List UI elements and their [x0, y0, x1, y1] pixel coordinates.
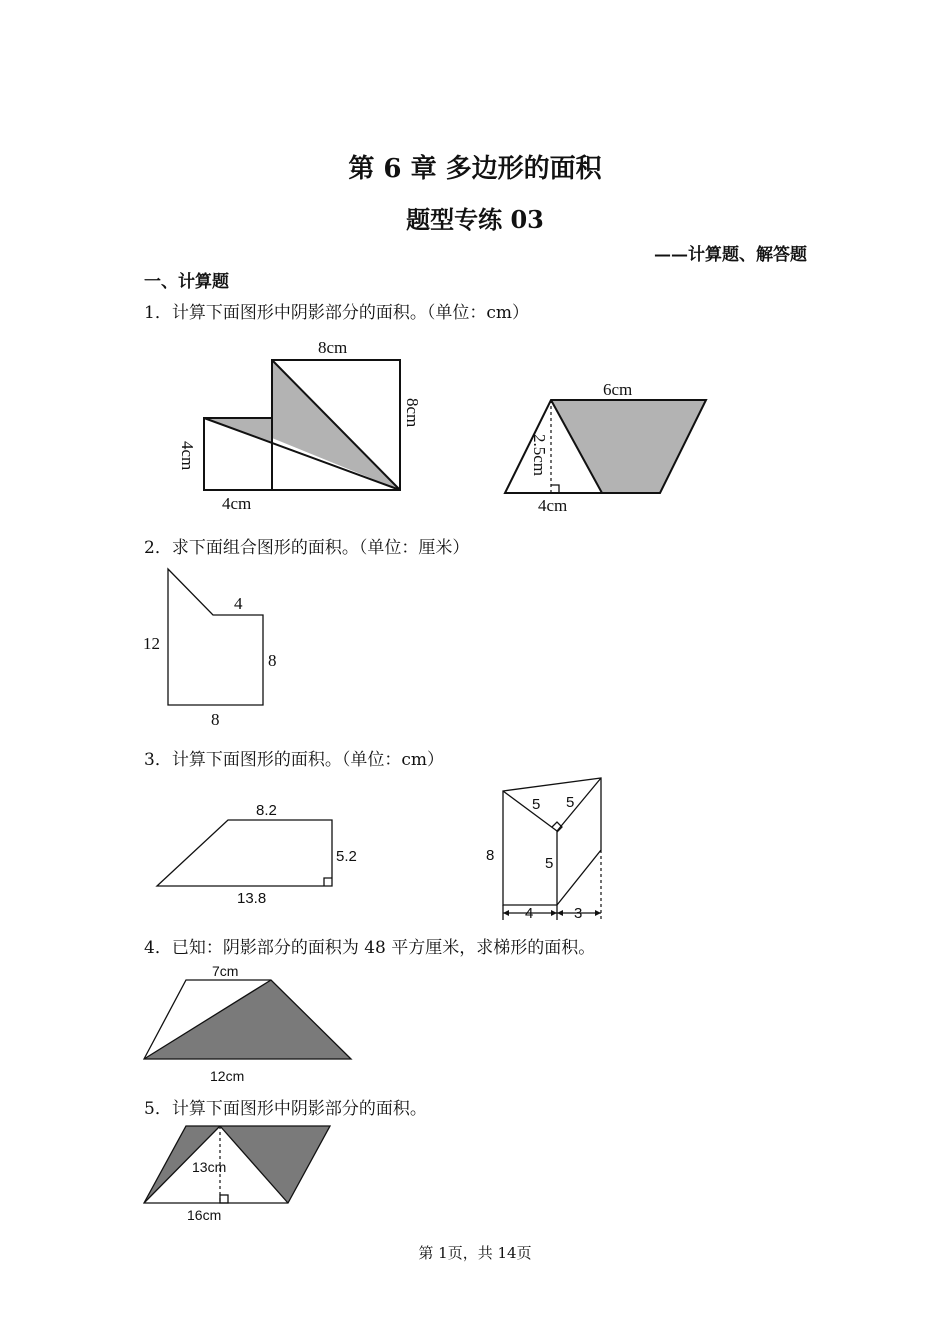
label-edge-2: 5: [566, 794, 575, 811]
question-5: 5．计算下面图形中阴影部分的面积。: [144, 1099, 427, 1119]
label-height: 2.5cm: [530, 434, 549, 477]
label-bottom: 4cm: [538, 496, 568, 515]
label-right: 8cm: [403, 398, 422, 428]
right-angle-mark: [220, 1195, 228, 1203]
label-top: 7cm: [212, 963, 239, 979]
question-2: 2．求下面组合图形的面积。（单位：厘米）: [144, 538, 470, 558]
label-bottom: 4cm: [222, 494, 252, 513]
label-left: 8: [486, 847, 495, 864]
label-bottom: 13.8: [237, 890, 267, 907]
question-4: 4．已知：阴影部分的面积为 48 平方厘米，求梯形的面积。: [144, 938, 596, 958]
label-top: 6cm: [603, 380, 633, 399]
question-1: 1．计算下面图形中阴影部分的面积。（单位：cm）: [144, 303, 529, 323]
label-top: 8.2: [256, 802, 277, 819]
label-bottom-2: 3: [574, 905, 583, 922]
page-title: 第 6 章 多边形的面积: [348, 154, 602, 184]
page-footer: 第 1页，共 14页: [418, 1244, 532, 1262]
label-bottom-1: 4: [525, 905, 534, 922]
question-3: 3．计算下面图形的面积。（单位：cm）: [144, 750, 444, 770]
label-notch: 4: [234, 594, 243, 613]
label-height: 5.2: [336, 848, 357, 865]
label-right: 8: [268, 651, 277, 670]
label-bottom: 12cm: [210, 1068, 245, 1084]
question-type-tag: ——计算题、解答题: [654, 245, 807, 265]
page-subtitle: 题型专练 03: [406, 205, 544, 234]
label-top: 8cm: [318, 338, 348, 357]
label-left: 4cm: [178, 441, 197, 471]
label-bottom: 8: [211, 710, 220, 729]
shaded-region-right: [220, 1126, 330, 1203]
label-edge-3: 5: [545, 855, 554, 872]
label-bottom: 16cm: [187, 1207, 222, 1223]
label-height: 13cm: [192, 1159, 227, 1175]
section-heading: 一、计算题: [144, 272, 229, 292]
label-edge-1: 5: [532, 796, 541, 813]
label-left: 12: [143, 634, 160, 653]
